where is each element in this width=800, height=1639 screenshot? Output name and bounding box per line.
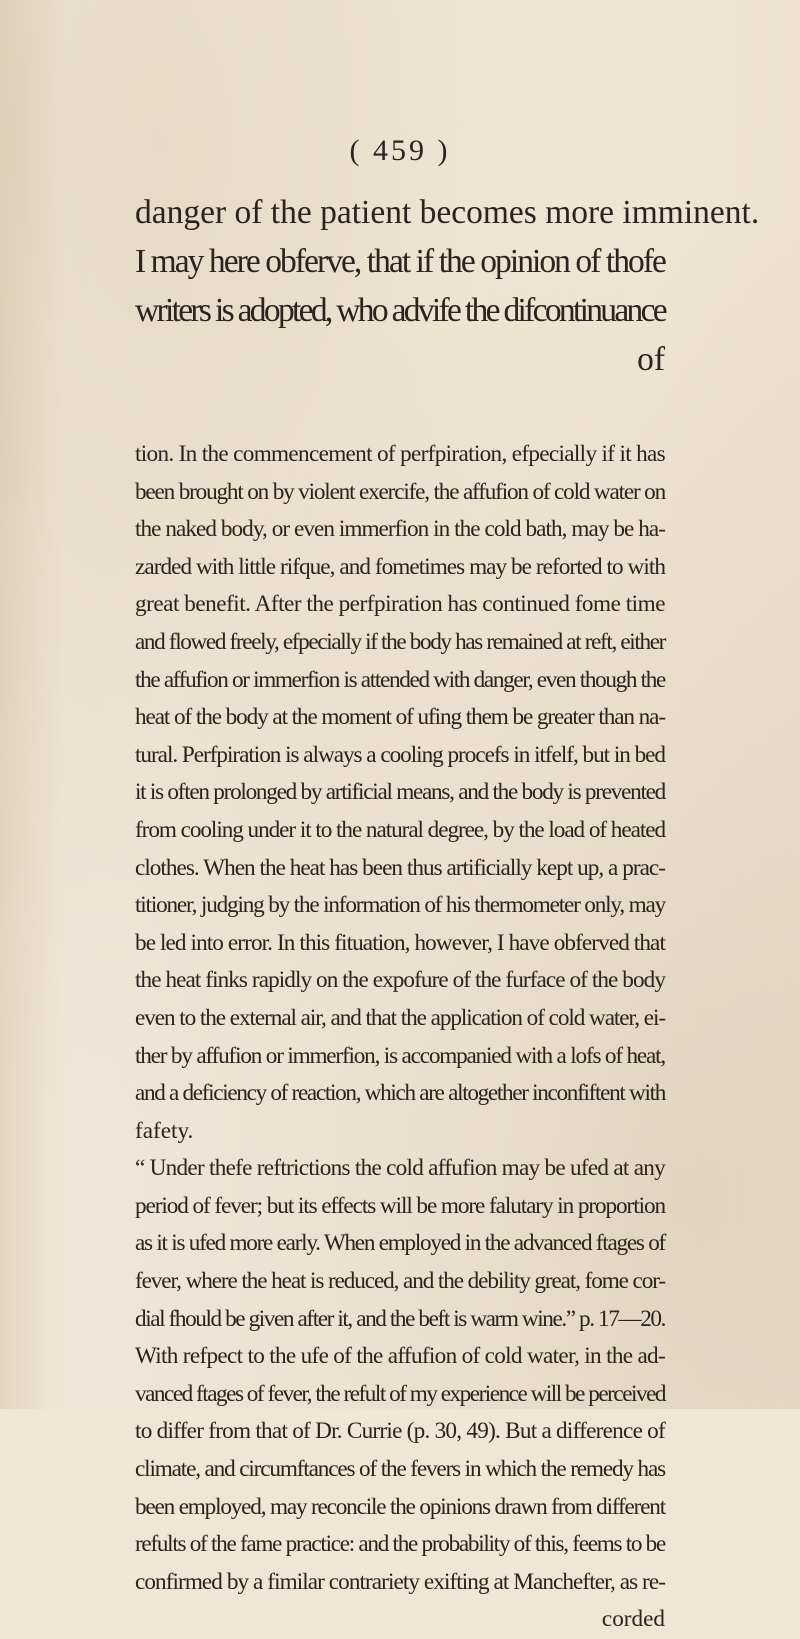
text-line: as it is ufed more early. When employed in the advanced ftages of — [135, 1230, 665, 1257]
catchword: of — [637, 341, 665, 378]
text-line: from cooling under it to the natural degree, by the load of heated — [135, 816, 665, 843]
text-line: “ Under thefe reftrictions the cold affufion may be ufed at any — [135, 1155, 665, 1182]
text-line: danger of the patient becomes more imminent. — [135, 194, 760, 231]
text-line: and a deficiency of reaction, which are altogether inconfiftent with — [135, 1080, 665, 1107]
text-line: been employed, may reconcile the opinions drawn from different — [135, 1493, 665, 1520]
text-line: tural. Perfpiration is always a cooling procefs in itfelf, but in bed — [135, 741, 666, 768]
large-text-block — [135, 188, 760, 384]
text-line: fafety. — [135, 1117, 194, 1144]
text-line: ther by affufion or immerfion, is accompanied with a lofs of heat, — [135, 1042, 665, 1069]
body-text-block — [135, 436, 665, 1639]
text-line: clothes. When the heat has been thus artificially kept up, a prac- — [135, 854, 665, 881]
text-line: it is often prolonged by artificial means, and the body is prevented — [135, 779, 665, 806]
text-line: tion. In the commencement of perfpiration, efpecially if it has — [135, 441, 665, 467]
text-line: vanced ftages of fever, the refult of my experience will be perceived — [135, 1380, 665, 1407]
text-line: With refpect to the ufe of the affufion of cold water, in the ad- — [135, 1343, 665, 1370]
catchword: corded — [601, 1606, 665, 1633]
text-line: and flowed freely, efpecially if the body has remained at reft, either — [135, 628, 665, 655]
text-line: climate, and circumftances of the fevers in which the remedy has — [135, 1456, 665, 1483]
text-line: great benefit. After the perfpiration has continued fome time — [135, 591, 665, 618]
text-line: zarded with little rifque, and fometimes may be reforted to with — [135, 553, 665, 580]
text-line: the heat finks rapidly on the expofure of the furface of the body — [135, 967, 665, 994]
text-line: the naked body, or even immerfion in the cold bath, may be ha- — [135, 516, 665, 543]
text-line: be led into error. In this fituation, however, I have obferved that — [135, 929, 665, 956]
text-line: been brought on by violent exercife, the affufion of cold water on — [135, 478, 665, 505]
text-line: writers is adopted, who advife the difcontinuance — [135, 292, 665, 329]
text-line: fever, where the heat is reduced, and the debility great, fome cor- — [135, 1268, 665, 1295]
text-line: I may here obferve, that if the opinion of thofe — [135, 243, 665, 280]
text-line: confirmed by a fimilar contrariety exifting at Manchefter, as re- — [135, 1568, 665, 1595]
text-line: titioner, judging by the information of his thermometer only, may — [135, 892, 665, 919]
text-line: to differ from that of Dr. Currie (p. 30, 49). But a difference of — [135, 1418, 665, 1445]
text-line: refults of the fame practice: and the probability of this, feems to be — [135, 1531, 665, 1558]
text-line: even to the external air, and that the application of cold water, ei- — [135, 1004, 665, 1031]
text-line: dial fhould be given after it, and the beft is warm wine.” p. 17—20. — [135, 1305, 665, 1332]
page-number: ( 459 ) — [349, 134, 451, 167]
text-line: heat of the body at the moment of ufing them be greater than na- — [135, 704, 665, 731]
text-line: period of fever; but its effects will be more falutary in proportion — [135, 1192, 665, 1219]
text-line: the affufion or immerfion is attended with danger, even though the — [135, 666, 665, 693]
